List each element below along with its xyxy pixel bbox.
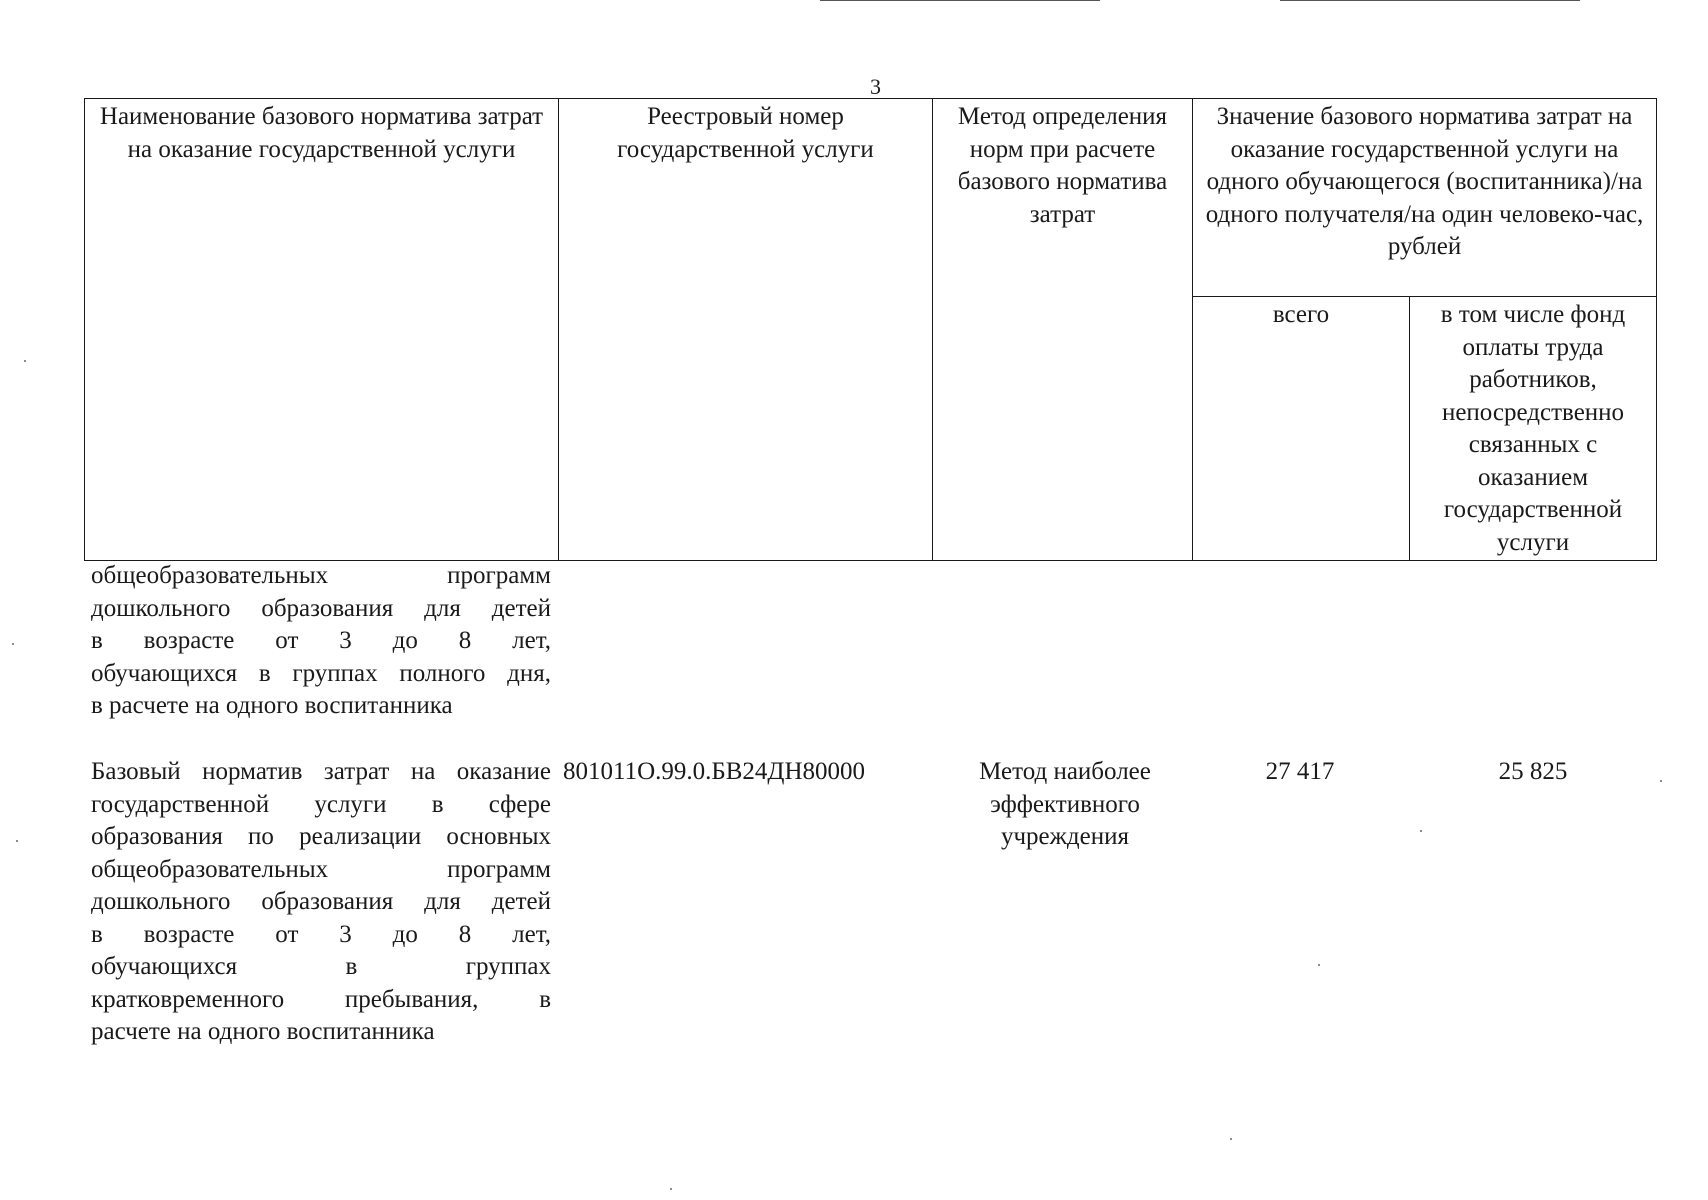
header-total: всего xyxy=(1193,297,1410,561)
continued-row-name xyxy=(91,560,551,723)
row-name-line: образования по реализации основных xyxy=(91,823,551,850)
row-payroll: 25 825 xyxy=(1498,758,1568,785)
scan-rule-right xyxy=(1280,0,1580,1)
scan-speck xyxy=(1420,830,1422,832)
row-method: Метод наиболее эффективного учреждения xyxy=(979,758,1151,850)
scan-speck xyxy=(1318,964,1320,966)
row-name-line: в возрасте от 3 до 8 лет, xyxy=(91,920,551,948)
continued-row-line: в возрасте от 3 до 8 лет, xyxy=(91,627,551,654)
scan-speck xyxy=(16,840,18,842)
row-name-line: общеобразовательных программ xyxy=(91,855,551,883)
row-name-line: государственной услуги в сфере xyxy=(91,790,551,818)
continued-row-line: общеобразовательных программ xyxy=(91,562,551,589)
scan-speck xyxy=(670,1188,672,1190)
header-name: Наименование базового норматива затрат на оказание государственной услуги xyxy=(85,99,559,561)
header-payroll: в том числе фонд оплаты труда работников, непосредственно связанных с оказанием государственной услуги xyxy=(1410,297,1657,561)
row-name-line: кратковременного пребывания, в xyxy=(91,985,551,1013)
header-value-group: Значение базового норматива затрат на оказание государственной услуги на одного обучающегося (воспитанника)/на одного получателя/на один человеко-час, рублей xyxy=(1193,99,1657,297)
row-registry-number: 801011О.99.0.БВ24ДН80000 xyxy=(563,758,866,785)
row-name-line: дошкольного образования для детей xyxy=(91,888,551,915)
scan-speck xyxy=(12,643,14,645)
scan-speck xyxy=(1660,780,1662,782)
header-registry-number: Реестровый номер государственной услуги xyxy=(559,99,933,561)
continued-row-line: обучающихся в группах полного дня, xyxy=(91,659,551,687)
row-total: 27 417 xyxy=(1265,758,1335,785)
scan-speck xyxy=(1230,1138,1232,1140)
page-number: 3 xyxy=(870,74,881,99)
row-name xyxy=(91,756,551,1049)
row-name-line: обучающихся в группах xyxy=(91,953,551,980)
continued-row-line: дошкольного образования для детей xyxy=(91,594,551,622)
norm-table-header xyxy=(84,98,1657,561)
scan-rule-left xyxy=(820,0,1100,1)
row-name-line: Базовый норматив затрат на оказание xyxy=(91,758,551,785)
header-method: Метод определения норм при расчете базового норматива затрат xyxy=(933,99,1193,561)
scan-speck xyxy=(24,360,26,362)
row-name-line: расчете на одного воспитанника xyxy=(91,1018,435,1045)
continued-row-line: в расчете на одного воспитанника xyxy=(91,692,453,719)
